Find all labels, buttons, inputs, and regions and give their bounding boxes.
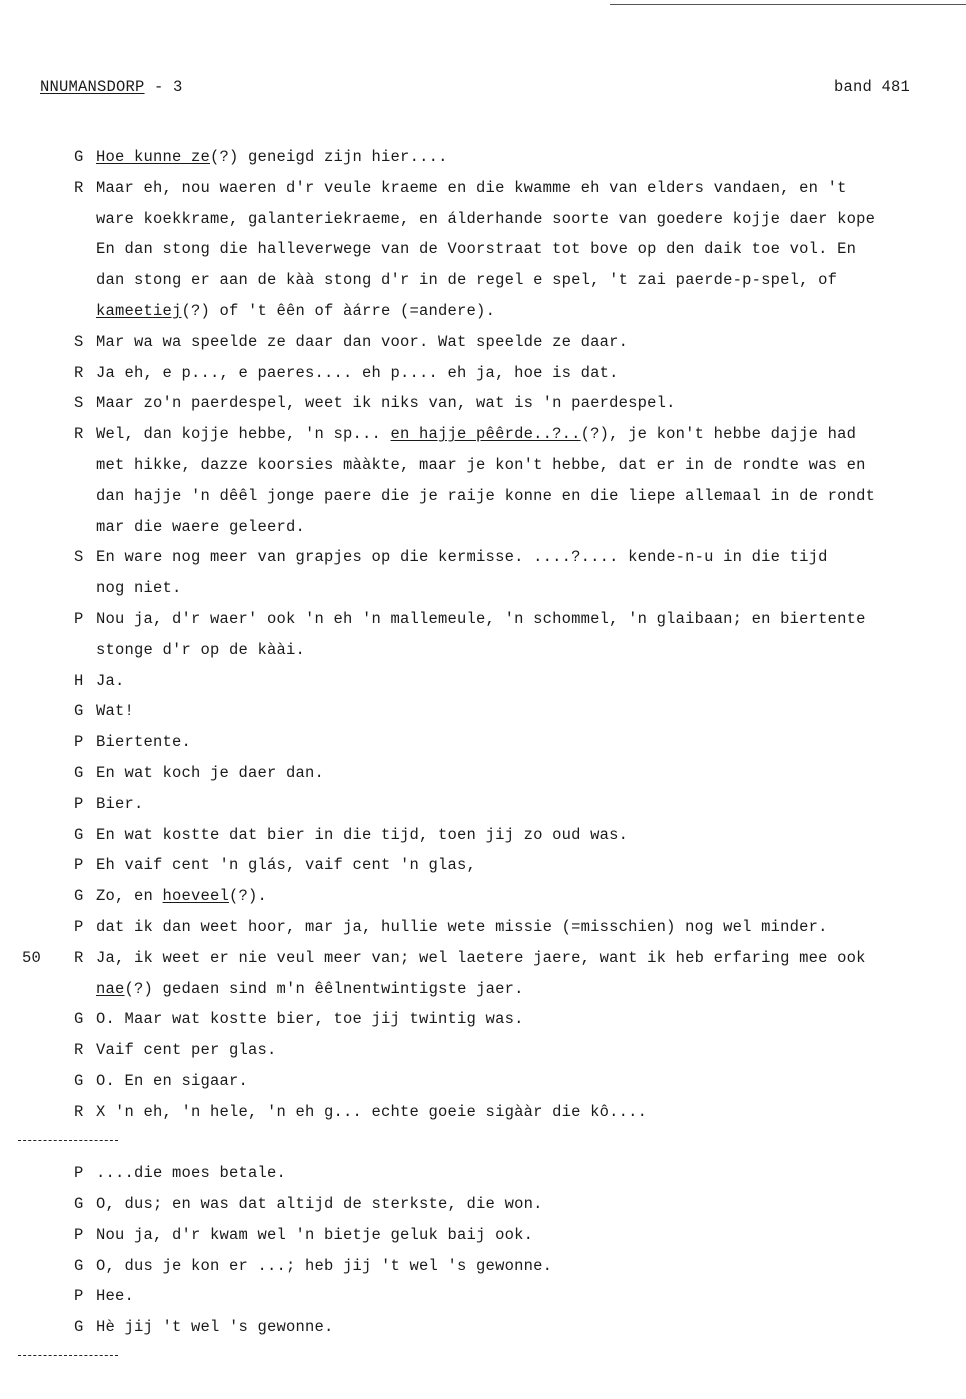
- transcript-body: [0, 142, 966, 1374]
- speaker-label: P: [74, 1164, 84, 1183]
- utterance-line: [0, 419, 966, 450]
- text-segment: (?).: [229, 887, 268, 906]
- uncertain-word: kameetiej: [96, 301, 182, 320]
- utterance-text: [96, 419, 856, 450]
- text-segment: Hè jij 't wel 's gewonne.: [96, 1318, 334, 1337]
- utterance-text: [96, 1066, 248, 1097]
- text-segment: Zo, en: [96, 887, 163, 906]
- utterance-line: [0, 1220, 966, 1251]
- utterance-line: [0, 604, 966, 635]
- utterance-line: [0, 881, 966, 912]
- text-segment: stonge d'r op de kàài.: [96, 640, 306, 659]
- text-segment: O, dus; en was dat altijd de sterkste, die won.: [96, 1195, 543, 1214]
- text-segment: mar die waere geleerd.: [96, 517, 306, 536]
- utterance-text: [96, 727, 191, 758]
- utterance-line: [0, 1066, 966, 1097]
- utterance-text: [96, 450, 866, 481]
- utterance-text: [96, 604, 866, 635]
- speaker-label: P: [74, 609, 84, 628]
- utterance-text: [96, 173, 847, 204]
- utterance-text: [96, 850, 476, 881]
- utterance-text: [96, 666, 125, 697]
- speaker-label: R: [74, 1041, 84, 1060]
- utterance-text: [96, 204, 875, 235]
- continuation-line: [0, 450, 966, 481]
- speaker-label: R: [74, 178, 84, 197]
- speaker-label: G: [74, 148, 84, 166]
- text-segment: Wat!: [96, 702, 135, 721]
- utterance-line: [0, 1097, 966, 1128]
- text-segment: Nou ja, d'r kwam wel 'n bietje geluk baij ook.: [96, 1225, 534, 1244]
- utterance-text: [96, 820, 628, 851]
- utterance-line: [0, 1158, 966, 1189]
- utterance-text: [96, 881, 267, 912]
- utterance-line: [0, 666, 966, 697]
- text-segment: Maar zo'n paerdespel, weet ik niks van, wat is 'n paerdespel.: [96, 394, 676, 413]
- speaker-label: P: [74, 917, 84, 936]
- uncertain-word: en hajje pêêrde..?..: [390, 425, 581, 444]
- speaker-label: G: [74, 1010, 84, 1029]
- utterance-text: [96, 512, 305, 543]
- utterance-text: [96, 542, 828, 573]
- text-segment: ware koekkrame, galanteriekraeme, en álderhande soorte van goedere kojje daer kope: [96, 209, 876, 228]
- uncertain-word: nae: [96, 979, 125, 998]
- utterance-text: [96, 296, 495, 327]
- text-segment: En dan stong die halleverwege van de Voorstraat tot bove op den daik toe vol. En: [96, 240, 857, 259]
- text-segment: Nou ja, d'r waer' ook 'n eh 'n mallemeule, 'n schommel, 'n glaibaan; en biertente: [96, 609, 866, 628]
- utterance-line: [0, 327, 966, 358]
- utterance-text: [96, 974, 524, 1005]
- text-segment: O, dus je kon er ...; heb jij 't wel 's gewonne.: [96, 1256, 553, 1275]
- text-segment: dat ik dan weet hoor, mar ja, hullie wete missie (=misschien) nog wel minder.: [96, 917, 828, 936]
- header-band: band 481: [833, 78, 910, 96]
- speaker-label: R: [74, 363, 84, 382]
- continuation-line: [0, 296, 966, 327]
- speaker-label: S: [74, 332, 84, 351]
- utterance-line: [0, 789, 966, 820]
- speaker-label: G: [74, 1195, 84, 1214]
- utterance-text: [96, 696, 134, 727]
- utterance-text: [96, 1220, 533, 1251]
- utterance-text: [96, 142, 448, 173]
- utterance-line: [0, 943, 966, 974]
- utterance-line: [0, 142, 966, 173]
- text-segment: En ware nog meer van grapjes op die kermisse. ....?.... kende-n-u in die tijd: [96, 548, 828, 567]
- utterance-text: [96, 265, 837, 296]
- text-segment: Mar wa wa speelde ze daar dan voor. Wat speelde ze daar.: [96, 332, 629, 351]
- speaker-label: G: [74, 1071, 84, 1090]
- uncertain-word: Hoe kunne ze: [96, 148, 211, 166]
- utterance-line: [0, 912, 966, 943]
- continuation-line: [0, 204, 966, 235]
- utterance-line: [0, 1035, 966, 1066]
- speaker-label: G: [74, 763, 84, 782]
- uncertain-word: hoeveel: [162, 887, 230, 906]
- speaker-label: P: [74, 733, 84, 752]
- utterance-text: [96, 573, 182, 604]
- text-segment: ....die moes betale.: [96, 1164, 287, 1183]
- utterance-text: [96, 635, 305, 666]
- utterance-text: [96, 1158, 286, 1189]
- speaker-label: G: [74, 887, 84, 906]
- utterance-text: [96, 481, 875, 512]
- utterance-line: [0, 727, 966, 758]
- utterance-text: [96, 1251, 552, 1282]
- page-header: [40, 78, 910, 98]
- speaker-label: G: [74, 825, 84, 844]
- text-segment: X 'n eh, 'n hele, 'n eh g... echte goeie sigààr die kô....: [96, 1102, 648, 1121]
- utterance-line: [0, 1189, 966, 1220]
- speaker-label: R: [74, 948, 84, 967]
- speaker-label: R: [74, 1102, 84, 1121]
- continuation-line: [0, 512, 966, 543]
- utterance-text: [96, 358, 619, 389]
- utterance-line: [0, 1281, 966, 1312]
- utterance-text: [96, 388, 676, 419]
- text-segment: Bier.: [96, 794, 144, 813]
- text-segment: (?) gedaen sind m'n êêlnentwintigste jaer.: [124, 979, 524, 998]
- utterance-line: [0, 696, 966, 727]
- text-segment: dan hajje 'n dêêl jonge paere die je raije konne en die liepe allemaal in de rondt: [96, 486, 876, 505]
- continuation-line: [0, 234, 966, 265]
- margin-line-number: 50: [22, 948, 42, 967]
- text-segment: dan stong er aan de kàà stong d'r in de regel e spel, 't zai paerde-p-spel, of: [96, 271, 838, 290]
- text-segment: En wat koch je daer dan.: [96, 763, 325, 782]
- utterance-text: [96, 1312, 334, 1343]
- utterance-line: [0, 1312, 966, 1343]
- utterance-text: [96, 943, 866, 974]
- speaker-label: P: [74, 1225, 84, 1244]
- continuation-line: [0, 265, 966, 296]
- text-segment: Hee.: [96, 1287, 135, 1306]
- utterance-line: [0, 542, 966, 573]
- text-segment: Eh vaif cent 'n glás, vaif cent 'n glas,: [96, 856, 477, 875]
- utterance-line: [0, 358, 966, 389]
- continuation-line: [0, 974, 966, 1005]
- speaker-label: P: [74, 856, 84, 875]
- top-rule: [610, 4, 966, 5]
- text-segment: Wel, dan kojje hebbe, 'n sp...: [96, 425, 391, 444]
- text-segment: (?) of 't êên of àárre (=andere).: [181, 301, 496, 320]
- text-segment: Ja, ik weet er nie veul meer van; wel laetere jaere, want ik heb erfaring mee ook: [96, 948, 866, 967]
- utterance-text: [96, 789, 144, 820]
- utterance-text: [96, 912, 828, 943]
- utterance-text: [96, 758, 324, 789]
- speaker-label: P: [74, 794, 84, 813]
- utterance-text: [96, 1004, 524, 1035]
- text-segment: Ja.: [96, 671, 125, 690]
- section-separator: [0, 1128, 966, 1159]
- text-segment: Vaif cent per glas.: [96, 1041, 277, 1060]
- utterance-line: [0, 1004, 966, 1035]
- speaker-label: P: [74, 1287, 84, 1306]
- text-segment: (?), je kon't hebbe dajje had: [580, 425, 857, 444]
- text-segment: Biertente.: [96, 733, 192, 752]
- utterance-line: [0, 388, 966, 419]
- continuation-line: [0, 635, 966, 666]
- speaker-label: S: [74, 394, 84, 413]
- text-segment: Ja eh, e p..., e paeres.... eh p.... eh ja, hoe is dat.: [96, 363, 619, 382]
- speaker-label: R: [74, 425, 84, 444]
- utterance-text: [96, 1189, 543, 1220]
- header-place: [40, 78, 183, 96]
- text-segment: (?) geneigd zijn hier....: [210, 148, 448, 166]
- utterance-line: [0, 758, 966, 789]
- utterance-line: [0, 1251, 966, 1282]
- text-segment: O. En en sigaar.: [96, 1071, 249, 1090]
- header-place-name: NNUMANSDORP: [40, 78, 145, 96]
- utterance-text: [96, 1035, 277, 1066]
- utterance-text: [96, 1281, 134, 1312]
- utterance-line: [0, 850, 966, 881]
- continuation-line: [0, 481, 966, 512]
- text-segment: Maar eh, nou waeren d'r veule kraeme en die kwamme eh van elders vandaen, en 't: [96, 178, 847, 197]
- utterance-line: [0, 820, 966, 851]
- section-separator: [0, 1343, 966, 1374]
- utterance-line: [0, 173, 966, 204]
- header-page-number: - 3: [144, 78, 183, 96]
- speaker-label: G: [74, 702, 84, 721]
- utterance-text: [96, 327, 628, 358]
- speaker-label: S: [74, 548, 84, 567]
- text-segment: met hikke, dazze koorsies mààkte, maar je kon't hebbe, dat er in de rondte was en: [96, 455, 866, 474]
- speaker-label: H: [74, 671, 84, 690]
- speaker-label: G: [74, 1256, 84, 1275]
- utterance-text: [96, 1097, 647, 1128]
- text-segment: En wat kostte dat bier in die tijd, toen jij zo oud was.: [96, 825, 629, 844]
- continuation-line: [0, 573, 966, 604]
- speaker-label: G: [74, 1318, 84, 1337]
- text-segment: nog niet.: [96, 579, 182, 598]
- text-segment: O. Maar wat kostte bier, toe jij twintig was.: [96, 1010, 524, 1029]
- dashed-rule: [18, 1355, 118, 1356]
- utterance-text: [96, 234, 856, 265]
- dashed-rule: [18, 1140, 118, 1141]
